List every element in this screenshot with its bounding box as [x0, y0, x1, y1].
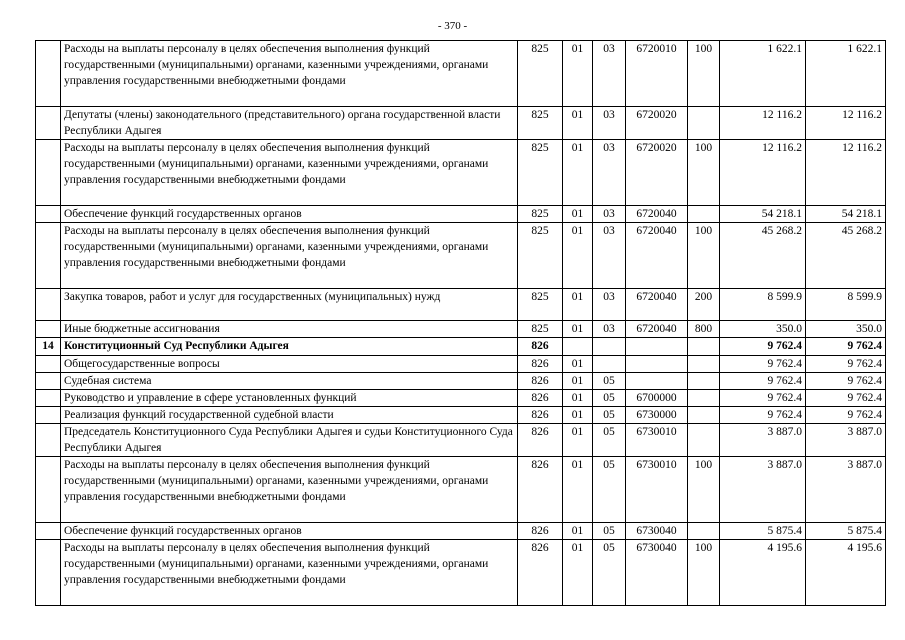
row-name-cell: Депутаты (члены) законодательного (представительного) органа государственной власти Республики Адыгея [61, 107, 518, 140]
amount-2-cell: 54 218.1 [806, 206, 886, 223]
row-number-cell: 14 [36, 338, 61, 356]
row-name-cell: Расходы на выплаты персоналу в целях обеспечения выполнения функций государственными (муниципальными) органами, казенными учреждениями, органами управления государственными внебюджетными фондами [61, 41, 518, 107]
amount-1-cell: 9 762.4 [720, 407, 806, 424]
ved-code-cell: 825 [518, 140, 563, 206]
target-article-code-cell [626, 338, 688, 356]
section-code-cell: 01 [563, 107, 593, 140]
row-number-cell [36, 289, 61, 321]
table-row [36, 321, 886, 338]
subsection-code-cell: 05 [593, 540, 626, 606]
amount-2-cell: 12 116.2 [806, 107, 886, 140]
amount-2-cell: 9 762.4 [806, 338, 886, 356]
expense-type-code-cell [688, 424, 720, 457]
table-row [36, 523, 886, 540]
row-number-cell [36, 540, 61, 606]
target-article-code-cell: 6720020 [626, 107, 688, 140]
section-code-cell: 01 [563, 540, 593, 606]
table-row [36, 457, 886, 523]
target-article-code-cell: 6720040 [626, 206, 688, 223]
ved-code-cell: 826 [518, 523, 563, 540]
section-code-cell: 01 [563, 140, 593, 206]
amount-2-cell: 1 622.1 [806, 41, 886, 107]
ved-code-cell: 826 [518, 407, 563, 424]
table-row [36, 107, 886, 140]
ved-code-cell: 825 [518, 321, 563, 338]
subsection-code-cell: 05 [593, 457, 626, 523]
expense-type-code-cell: 100 [688, 457, 720, 523]
row-number-cell [36, 321, 61, 338]
row-number-cell [36, 407, 61, 424]
row-name-cell: Иные бюджетные ассигнования [61, 321, 518, 338]
subsection-code-cell: 03 [593, 206, 626, 223]
row-number-cell [36, 140, 61, 206]
row-name-cell: Закупка товаров, работ и услуг для государственных (муниципальных) нужд [61, 289, 518, 321]
budget-table [35, 40, 886, 606]
ved-code-cell: 826 [518, 338, 563, 356]
amount-2-cell: 8 599.9 [806, 289, 886, 321]
ved-code-cell: 825 [518, 41, 563, 107]
section-code-cell: 01 [563, 390, 593, 407]
row-name-cell: Расходы на выплаты персоналу в целях обеспечения выполнения функций государственными (муниципальными) органами, казенными учреждениями, органами управления государственными внебюджетными фондами [61, 540, 518, 606]
target-article-code-cell: 6730040 [626, 523, 688, 540]
subsection-code-cell: 03 [593, 140, 626, 206]
subsection-code-cell: 03 [593, 321, 626, 338]
expense-type-code-cell [688, 338, 720, 356]
subsection-code-cell: 03 [593, 289, 626, 321]
subsection-code-cell: 05 [593, 373, 626, 390]
subsection-code-cell: 05 [593, 424, 626, 457]
expense-type-code-cell [688, 107, 720, 140]
target-article-code-cell: 6720040 [626, 289, 688, 321]
amount-2-cell: 3 887.0 [806, 457, 886, 523]
amount-2-cell: 4 195.6 [806, 540, 886, 606]
section-code-cell: 01 [563, 424, 593, 457]
expense-type-code-cell [688, 407, 720, 424]
expense-type-code-cell: 100 [688, 223, 720, 289]
target-article-code-cell: 6720040 [626, 223, 688, 289]
section-code-cell: 01 [563, 41, 593, 107]
subsection-code-cell: 03 [593, 107, 626, 140]
ved-code-cell: 826 [518, 457, 563, 523]
subsection-code-cell: 05 [593, 390, 626, 407]
amount-2-cell: 9 762.4 [806, 407, 886, 424]
amount-1-cell: 5 875.4 [720, 523, 806, 540]
amount-1-cell: 45 268.2 [720, 223, 806, 289]
section-code-cell: 01 [563, 457, 593, 523]
ved-code-cell: 826 [518, 373, 563, 390]
amount-1-cell: 350.0 [720, 321, 806, 338]
table-row [36, 140, 886, 206]
table-row [36, 289, 886, 321]
amount-2-cell: 9 762.4 [806, 373, 886, 390]
section-code-cell: 01 [563, 223, 593, 289]
row-number-cell [36, 424, 61, 457]
ved-code-cell: 826 [518, 540, 563, 606]
row-name-cell: Расходы на выплаты персоналу в целях обеспечения выполнения функций государственными (муниципальными) органами, казенными учреждениями, органами управления государственными внебюджетными фондами [61, 457, 518, 523]
table-row [36, 373, 886, 390]
table-row [36, 223, 886, 289]
ved-code-cell: 826 [518, 424, 563, 457]
subsection-code-cell: 05 [593, 523, 626, 540]
expense-type-code-cell [688, 373, 720, 390]
row-name-cell: Руководство и управление в сфере установленных функций [61, 390, 518, 407]
expense-type-code-cell [688, 523, 720, 540]
row-name-cell: Реализация функций государственной судебной власти [61, 407, 518, 424]
section-code-cell: 01 [563, 206, 593, 223]
expense-type-code-cell: 100 [688, 41, 720, 107]
expense-type-code-cell [688, 206, 720, 223]
row-number-cell [36, 457, 61, 523]
amount-1-cell: 9 762.4 [720, 338, 806, 356]
amount-1-cell: 12 116.2 [720, 107, 806, 140]
target-article-code-cell [626, 356, 688, 373]
amount-2-cell: 350.0 [806, 321, 886, 338]
amount-1-cell: 3 887.0 [720, 457, 806, 523]
target-article-code-cell: 6730000 [626, 407, 688, 424]
row-number-cell [36, 356, 61, 373]
row-name-cell: Общегосударственные вопросы [61, 356, 518, 373]
row-number-cell [36, 107, 61, 140]
ved-code-cell: 825 [518, 223, 563, 289]
target-article-code-cell: 6730010 [626, 424, 688, 457]
row-name-cell: Расходы на выплаты персоналу в целях обеспечения выполнения функций государственными (муниципальными) органами, казенными учреждениями, органами управления государственными внебюджетными фондами [61, 223, 518, 289]
amount-1-cell: 1 622.1 [720, 41, 806, 107]
target-article-code-cell: 6730010 [626, 457, 688, 523]
section-code-cell: 01 [563, 523, 593, 540]
amount-1-cell: 4 195.6 [720, 540, 806, 606]
amount-1-cell: 9 762.4 [720, 373, 806, 390]
table-row [36, 407, 886, 424]
amount-2-cell: 9 762.4 [806, 356, 886, 373]
amount-1-cell: 3 887.0 [720, 424, 806, 457]
row-number-cell [36, 41, 61, 107]
table-row [36, 540, 886, 606]
section-code-cell: 01 [563, 356, 593, 373]
amount-2-cell: 45 268.2 [806, 223, 886, 289]
amount-1-cell: 54 218.1 [720, 206, 806, 223]
expense-type-code-cell: 100 [688, 140, 720, 206]
row-name-cell: Судебная система [61, 373, 518, 390]
table-row [36, 338, 886, 356]
row-name-cell: Расходы на выплаты персоналу в целях обеспечения выполнения функций государственными (муниципальными) органами, казенными учреждениями, органами управления государственными внебюджетными фондами [61, 140, 518, 206]
target-article-code-cell: 6700000 [626, 390, 688, 407]
expense-type-code-cell [688, 390, 720, 407]
ved-code-cell: 826 [518, 356, 563, 373]
amount-1-cell: 9 762.4 [720, 356, 806, 373]
ved-code-cell: 825 [518, 107, 563, 140]
table-row [36, 390, 886, 407]
table-row [36, 356, 886, 373]
expense-type-code-cell: 200 [688, 289, 720, 321]
subsection-code-cell: 03 [593, 41, 626, 107]
row-name-cell: Председатель Конституционного Суда Республики Адыгея и судьи Конституционного Суда Республики Адыгея [61, 424, 518, 457]
row-name-cell: Обеспечение функций государственных органов [61, 523, 518, 540]
amount-2-cell: 5 875.4 [806, 523, 886, 540]
section-code-cell: 01 [563, 289, 593, 321]
amount-1-cell: 12 116.2 [720, 140, 806, 206]
table-row [36, 206, 886, 223]
row-name-cell: Обеспечение функций государственных органов [61, 206, 518, 223]
row-number-cell [36, 373, 61, 390]
amount-1-cell: 8 599.9 [720, 289, 806, 321]
row-number-cell [36, 206, 61, 223]
row-number-cell [36, 223, 61, 289]
amount-1-cell: 9 762.4 [720, 390, 806, 407]
ved-code-cell: 825 [518, 206, 563, 223]
target-article-code-cell: 6730040 [626, 540, 688, 606]
target-article-code-cell [626, 373, 688, 390]
page-number: - 370 - [437, 20, 468, 32]
table-row [36, 41, 886, 107]
row-name-cell: Конституционный Суд Республики Адыгея [61, 338, 518, 356]
row-number-cell [36, 390, 61, 407]
subsection-code-cell [593, 356, 626, 373]
expense-type-code-cell: 100 [688, 540, 720, 606]
amount-2-cell: 9 762.4 [806, 390, 886, 407]
section-code-cell: 01 [563, 407, 593, 424]
table-body [36, 41, 886, 606]
target-article-code-cell: 6720020 [626, 140, 688, 206]
section-code-cell [563, 338, 593, 356]
subsection-code-cell: 05 [593, 407, 626, 424]
expense-type-code-cell: 800 [688, 321, 720, 338]
amount-2-cell: 3 887.0 [806, 424, 886, 457]
amount-2-cell: 12 116.2 [806, 140, 886, 206]
subsection-code-cell [593, 338, 626, 356]
target-article-code-cell: 6720040 [626, 321, 688, 338]
target-article-code-cell: 6720010 [626, 41, 688, 107]
row-number-cell [36, 523, 61, 540]
section-code-cell: 01 [563, 321, 593, 338]
expense-type-code-cell [688, 356, 720, 373]
section-code-cell: 01 [563, 373, 593, 390]
ved-code-cell: 826 [518, 390, 563, 407]
ved-code-cell: 825 [518, 289, 563, 321]
subsection-code-cell: 03 [593, 223, 626, 289]
table-row [36, 424, 886, 457]
